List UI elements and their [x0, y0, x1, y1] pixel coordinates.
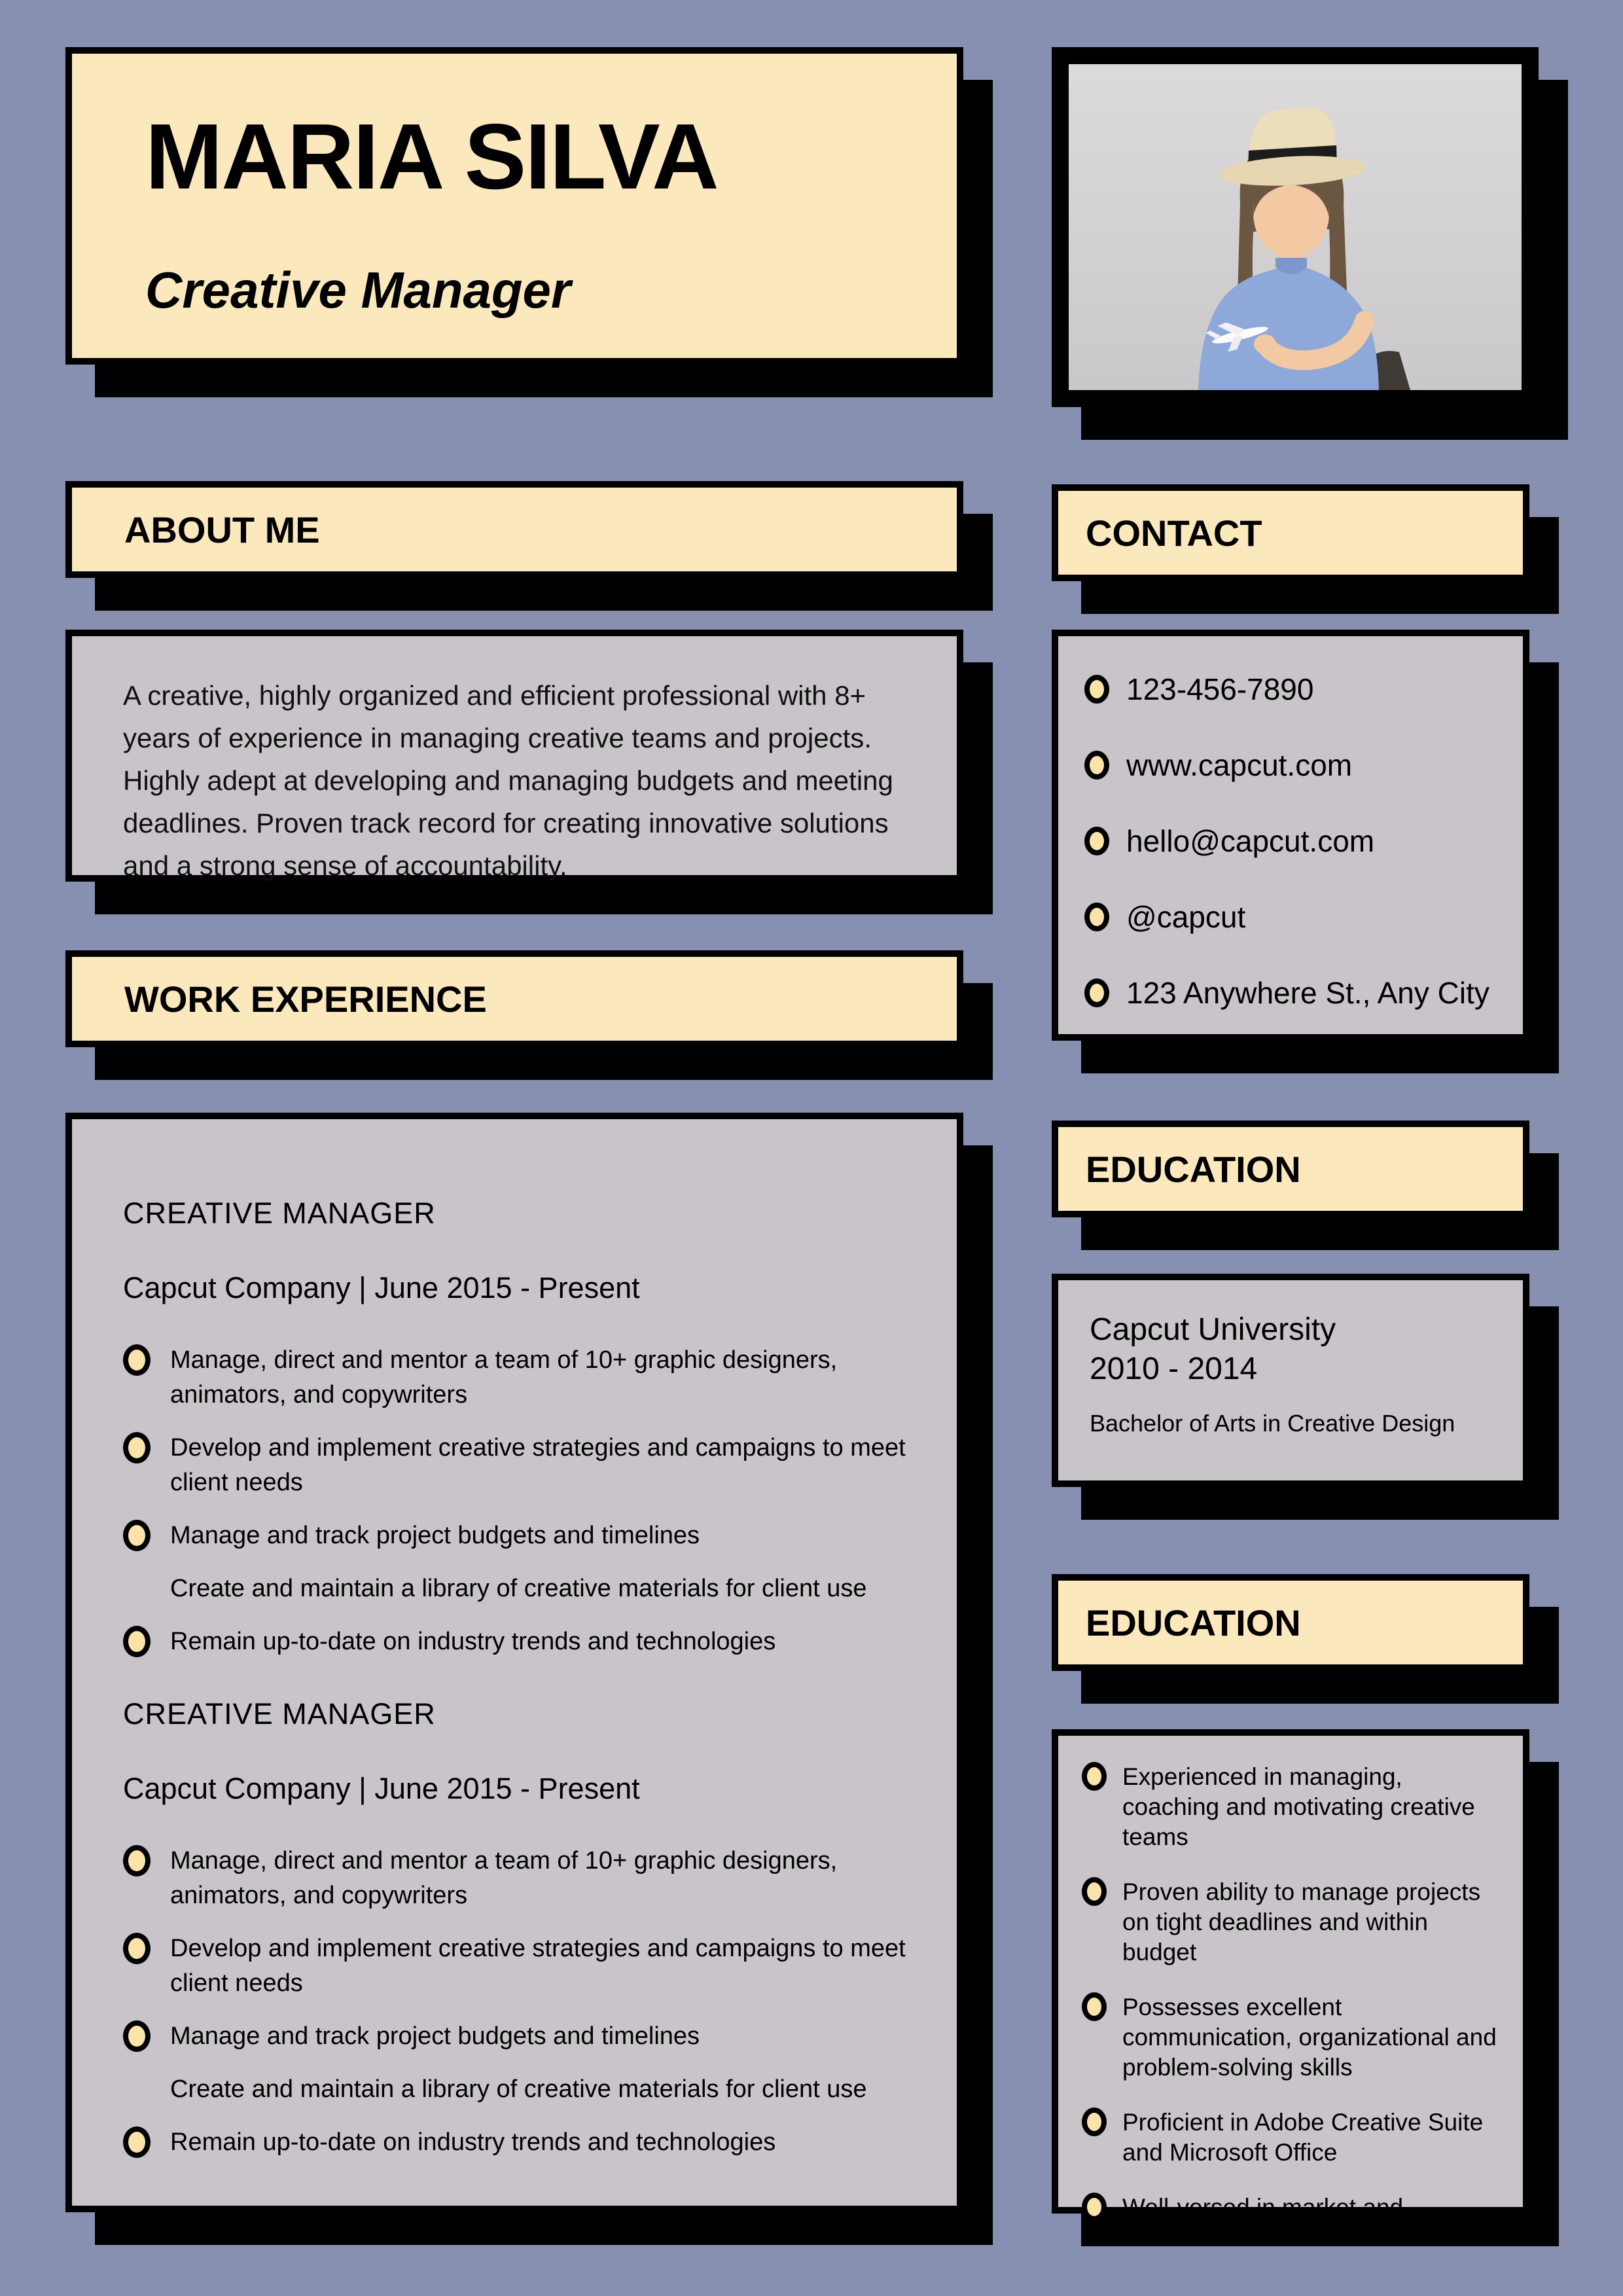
- bullet-circle-icon: [123, 1344, 151, 1376]
- bullet-circle-icon: [123, 1933, 151, 1964]
- job-title: CREATIVE MANAGER: [123, 1196, 436, 1230]
- job-bullet-text: Develop and implement creative strategies and campaigns to meet client needs: [170, 1935, 906, 1997]
- bullet-circle-icon: [123, 2020, 151, 2052]
- bullet-circle-icon: [1084, 827, 1109, 855]
- contact-item: [1084, 823, 1507, 859]
- job-bullet-item: [123, 1518, 937, 1553]
- job-bullet-text: Manage, direct and mentor a team of 10+ graphic designers, animators, and copywriters: [170, 1346, 838, 1408]
- work-section-header: [65, 950, 963, 1047]
- skills-heading: EDUCATION: [1086, 1602, 1301, 1643]
- bullet-circle-icon: [123, 1520, 151, 1551]
- job-bullet-text: Create and maintain a library of creative materials for client use: [170, 2075, 867, 2103]
- skill-item: [1082, 2108, 1511, 2168]
- job-bullet-item: [123, 1431, 937, 1500]
- job-entry: [123, 1697, 937, 2160]
- about-heading: ABOUT ME: [124, 509, 320, 550]
- job-bullet-text: Create and maintain a library of creative materials for client use: [170, 1575, 867, 1602]
- work-panel: [65, 1113, 963, 2212]
- skill-text: Well-versed in market and customer trends: [1122, 2194, 1404, 2251]
- bullet-circle-icon: [1082, 2108, 1107, 2136]
- bullet-circle-icon: [1084, 675, 1109, 704]
- bullet-circle-icon: [1084, 751, 1109, 780]
- skill-text: Proven ability to manage projects on tight deadlines and within budget: [1122, 1878, 1481, 1965]
- skill-text: Proficient in Adobe Creative Suite and Microsoft Office: [1122, 2109, 1484, 2166]
- job-bullet-text: Manage, direct and mentor a team of 10+ graphic designers, animators, and copywriters: [170, 1847, 838, 1909]
- job-bullet-text: Manage and track project budgets and timelines: [170, 2022, 700, 2050]
- contact-item-text: 123-456-7890: [1126, 672, 1314, 706]
- job-entry: [123, 1196, 937, 1659]
- skill-text: Experienced in managing, coaching and motivating creative teams: [1122, 1763, 1475, 1850]
- skills-panel: [1052, 1729, 1529, 2251]
- bullet-circle-icon: [123, 1626, 151, 1657]
- contact-item-text: hello@capcut.com: [1126, 824, 1375, 858]
- skill-item: [1082, 1992, 1511, 2083]
- job-bullet-item: [123, 2125, 937, 2160]
- job-bullet-item: [123, 2072, 937, 2107]
- work-heading: WORK EXPERIENCE: [124, 978, 487, 1020]
- bullet-circle-icon: [1082, 1877, 1107, 1906]
- job-bullet-text: Remain up-to-date on industry trends and technologies: [170, 2128, 776, 2156]
- bullet-circle-icon: [1084, 903, 1109, 931]
- skill-item: [1082, 1877, 1511, 1967]
- about-text: A creative, highly organized and efficient professional with 8+ years of experience in managing creative teams and projects. Highly adept at developing and managing budgets and meeting deadlines. Proven track record for creating innovative solutions and a strong sense of accountability.: [123, 680, 893, 881]
- about-panel: [65, 630, 963, 882]
- about-section-header: [65, 481, 963, 578]
- education-heading: EDUCATION: [1086, 1148, 1301, 1190]
- contact-item-text: www.capcut.com: [1126, 748, 1353, 782]
- job-company-line: Capcut Company | June 2015 - Present: [123, 1271, 640, 1304]
- education-school: Capcut University: [1090, 1312, 1336, 1347]
- contact-heading: CONTACT: [1086, 512, 1262, 554]
- bullet-circle-icon: [123, 1432, 151, 1463]
- job-bullet-text: Manage and track project budgets and timelines: [170, 1522, 700, 1549]
- contact-panel: [1052, 630, 1529, 1041]
- person-name: MARIA SILVA: [145, 105, 718, 209]
- skills-section-header: [1052, 1574, 1529, 1671]
- person-title: Creative Manager: [145, 261, 571, 319]
- bullet-circle-icon: [1084, 978, 1109, 1007]
- photo-frame: [1052, 47, 1539, 407]
- job-bullet-item: [123, 1343, 937, 1412]
- bullet-circle-icon: [123, 1845, 151, 1876]
- contact-item: [1084, 975, 1507, 1011]
- job-bullet-text: Develop and implement creative strategies and campaigns to meet client needs: [170, 1434, 906, 1496]
- job-company-line: Capcut Company | June 2015 - Present: [123, 1772, 640, 1805]
- job-bullet-item: [123, 1624, 937, 1659]
- job-bullet-text: Remain up-to-date on industry trends and technologies: [170, 1628, 776, 1655]
- skill-item: [1082, 1762, 1511, 1852]
- hand-shape: [1254, 334, 1276, 354]
- skill-text: Possesses excellent communication, organizational and problem-solving skills: [1122, 1994, 1497, 2081]
- contact-item-text: @capcut: [1126, 900, 1246, 934]
- bullet-circle-icon: [1082, 2193, 1107, 2221]
- skills-list: [1082, 1762, 1511, 2253]
- education-years: 2010 - 2014: [1090, 1352, 1258, 1386]
- portrait-photo: [1069, 64, 1522, 390]
- contact-item: [1084, 899, 1507, 935]
- job-bullet-item: [123, 1931, 937, 2001]
- job-title: CREATIVE MANAGER: [123, 1697, 436, 1731]
- contact-item: [1084, 747, 1507, 783]
- job-bullet-item: [123, 1571, 937, 1606]
- education-section-header: [1052, 1121, 1529, 1217]
- name-card: [65, 47, 963, 365]
- job-bullet-item: [123, 1844, 937, 1913]
- education-panel: [1052, 1274, 1529, 1487]
- contact-item-text: 123 Anywhere St., Any City: [1126, 976, 1489, 1010]
- job-bullet-list: [123, 1343, 937, 1659]
- contact-item: [1084, 672, 1507, 707]
- job-bullet-item: [123, 2019, 937, 2054]
- education-degree: Bachelor of Arts in Creative Design: [1090, 1410, 1455, 1437]
- contact-section-header: [1052, 484, 1529, 581]
- skill-item: [1082, 2193, 1511, 2253]
- bullet-circle-icon: [123, 2126, 151, 2158]
- bullet-circle-icon: [1082, 1762, 1107, 1791]
- bullet-circle-icon: [1082, 1992, 1107, 2021]
- job-bullet-list: [123, 1844, 937, 2160]
